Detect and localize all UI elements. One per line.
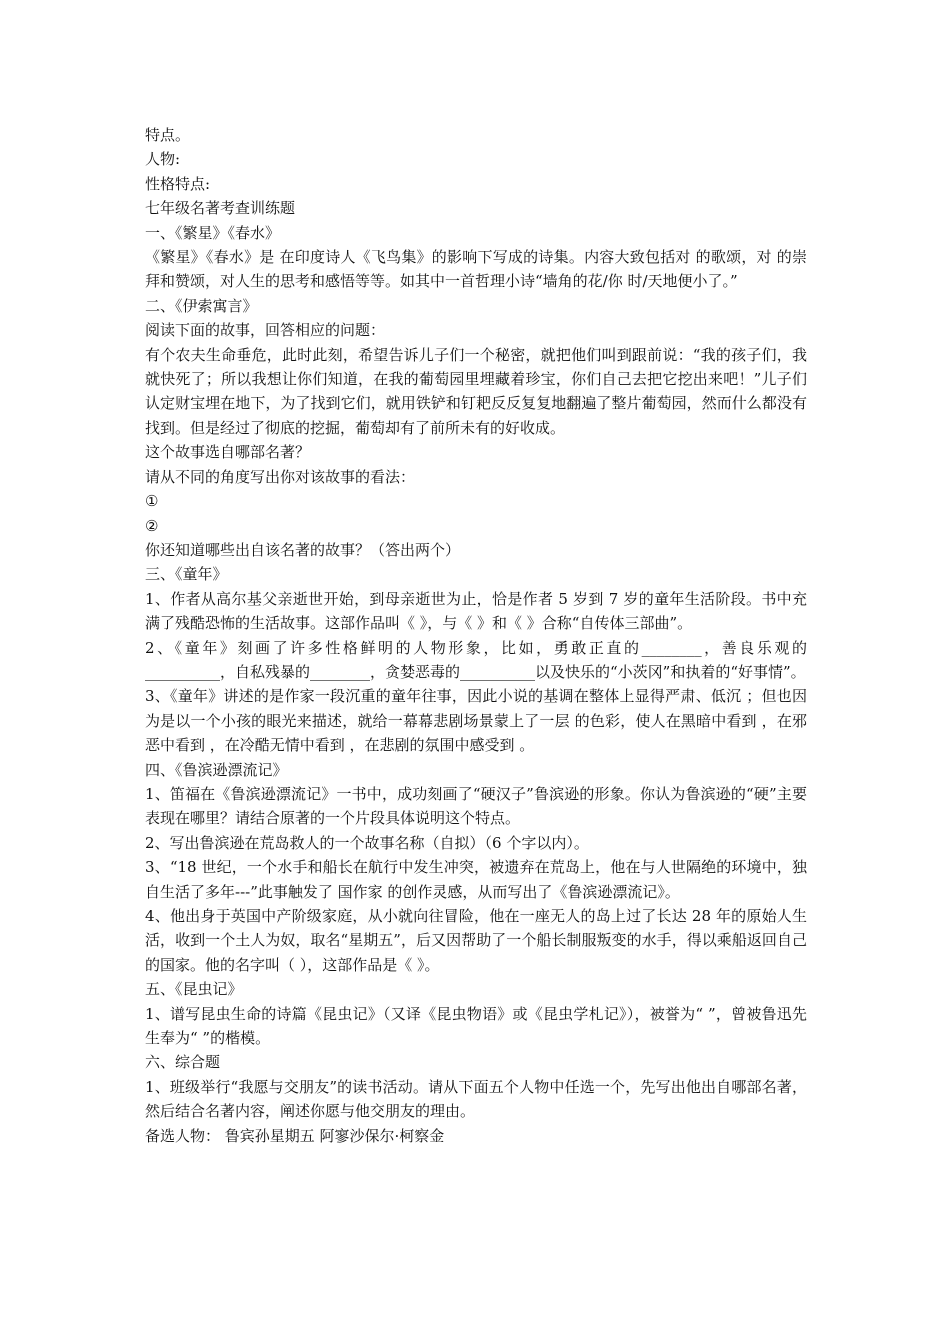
paragraph: 2、《童年》刻画了许多性格鲜明的人物形象，比如，勇敢正直的________，善良乐观的__________，自私残暴的________，贪婪恶毒的__________以及快乐的“小茨冈”和执着的“好事情”。 [145,638,807,681]
section-heading-1: 一、《繁星》《春水》 [145,223,281,242]
paragraph: 3、《童年》讲述的是作家一段沉重的童年往事，因此小说的基调在整体上显得严肃、低沉 ；但也因为是以一个小孩的眼光来描述，就给一幕幕悲剧场景蒙上了一层 的色彩，使人在黑暗中看到 ，在邪恶中看到 ，在冷酷无情中看到 ，在悲剧的氛围中感受到 。 [145,687,807,755]
section-heading-2: 二、《伊索寓言》 [145,296,258,315]
paragraph: 4、他出身于英国中产阶级家庭，从小就向往冒险，他在一座无人的岛上过了长达 28 年的原始人生活，收到一个土人为奴，取名“星期五”，后又因帮助了一个船长制服叛变的水手，得以乘船返回自己的国家。他的名字叫（ ），这部作品是《 》。 [145,907,807,974]
section-heading-5: 五、《昆虫记》 [145,980,243,999]
text-line: 人物: [145,150,181,169]
question-line: 你还知道哪些出自该名著的故事？（答出两个） [145,540,461,559]
text-line: 特点。 [145,126,191,144]
paragraph: 《繁星》《春水》是 在印度诗人《飞鸟集》的影响下写成的诗集。内容大致包括对 的歌颂，对 的崇拜和赞颂，对人生的思考和感悟等等。如其中一首哲理小诗“墙角的花/你 时/天地便小了。” [145,248,807,291]
answer-marker-1: ① [145,492,159,511]
paragraph: 1、谱写昆虫生命的诗篇《昆虫记》（又译《昆虫物语》或《昆虫学札记》），被誉为“ ”，曾被鲁迅先生奉为“ ”的楷模。 [145,1004,807,1048]
answer-marker-2: ② [145,516,159,535]
document-body [145,123,807,1148]
exercise-title: 七年级名著考查训练题 [145,199,296,218]
text-line: 阅读下面的故事，回答相应的问题： [145,321,386,340]
story-paragraph: 有个农夫生命垂危，此时此刻，希望告诉儿子们一个秘密，就把他们叫到跟前说：“我的孩子们，我就快死了；所以我想让你们知道，在我的葡萄园里埋藏着珍宝，你们自己去把它挖出来吧！”儿子们认定财宝埋在地下，为了找到它们，就用铁铲和钉耙反反复复地翻遍了整片葡萄园，然而什么都没有找到。但是经过了彻底的挖掘，葡萄却有了前所未有的好收成。 [145,345,807,437]
paragraph: 3、“18 世纪，一个水手和船长在航行中发生冲突，被遗弃在荒岛上，他在与人世隔绝的环境中，独自生活了多年---”此事触发了 国作家 的创作灵感，从而写出了《鲁滨逊漂流记》。 [145,858,807,901]
question-line: 2、写出鲁滨逊在荒岛救人的一个故事名称（自拟）（6 个字以内）。 [145,833,589,852]
question-line: 这个故事选自哪部名著？ [145,443,311,462]
section-heading-6: 六、综合题 [145,1053,221,1072]
paragraph: 1、班级举行“我愿与交朋友”的读书活动。请从下面五个人物中任选一个，先写出他出自哪部名著，然后结合名著内容，阐述你愿与他交朋友的理由。 [145,1077,807,1121]
paragraph: 1、笛福在《鲁滨逊漂流记》一书中，成功刻画了“硬汉子”鲁滨逊的形象。你认为鲁滨逊的“硬”主要表现在哪里？请结合原著的一个片段具体说明这个特点。 [145,784,807,828]
paragraph: 1、作者从高尔基父亲逝世开始，到母亲逝世为止，恰是作者 5 岁到 7 岁的童年生活阶段。书中充满了残酷恐怖的生活故事。这部作品叫《 》，与《 》和《 》合称“自传体三部曲”。 [145,589,807,633]
section-heading-4: 四、《鲁滨逊漂流记》 [145,760,288,779]
text-line: 备选人物： 鲁宾孙星期五 阿寥沙保尔·柯察金 [145,1126,445,1145]
text-line: 性格特点: [145,174,211,193]
question-line: 请从不同的角度写出你对该故事的看法： [145,467,416,486]
section-heading-3: 三、《童年》 [145,565,228,584]
